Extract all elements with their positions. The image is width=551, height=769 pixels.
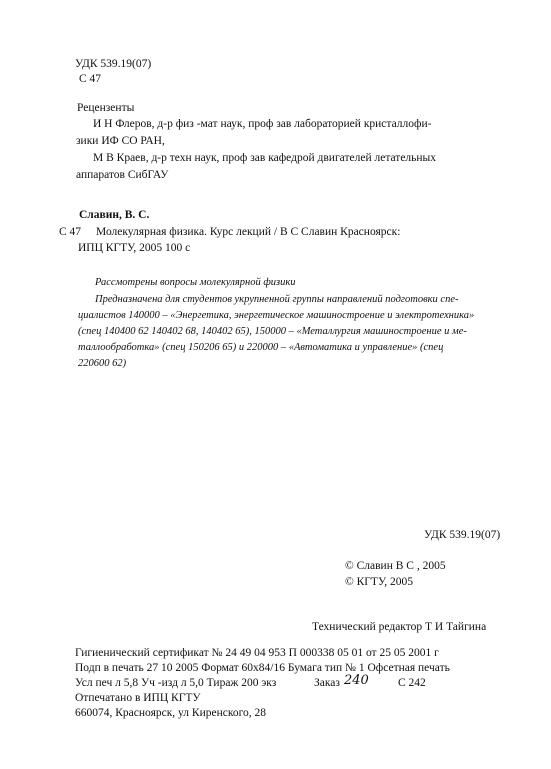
reviewer-line: И Н Флеров, д-р физ -мат наук, проф зав лабораторией кристаллофи- [93, 118, 432, 130]
reviewers-list [76, 117, 536, 182]
technical-editor: Технический редактор Т И Тайгина [312, 621, 487, 633]
bibliographic-line: Молекулярная физика. Курс лекций / В С Славин Красноярск: [96, 226, 401, 238]
udk-code-top: УДК 539.19(07) [75, 58, 152, 70]
udk-code-bottom: УДК 539.19(07) [424, 529, 501, 541]
reviewers-heading: Рецензенты [77, 102, 135, 114]
print-volume: Усл печ л 5,8 Уч -изд л 5,0 Тираж 200 экз [75, 677, 277, 689]
reviewer-line: М В Краев, д-р техн наук, проф зав кафедрой двигателей летательных [93, 152, 437, 164]
author-mark-top: С 47 [79, 73, 102, 85]
printer-address: 660074, Красноярск, ул Киренского, 28 [75, 707, 267, 719]
order-code: С 242 [398, 677, 426, 689]
printed-at: Отпечатано в ИПЦ КГТУ [75, 692, 201, 704]
order-number-handwritten: 240 [344, 673, 369, 688]
abstract-line: 220600 62) [78, 358, 127, 369]
abstract-line: Рассмотрены вопросы молекулярной физики [95, 277, 296, 288]
reviewer-line: аппаратов СибГАУ [76, 169, 169, 181]
abstract-line: (спец 140400 62 140402 68, 140402 65), 150000 – «Металлургия машиностроение и ме- [78, 326, 467, 337]
copyright-publisher: © КГТУ, 2005 [345, 576, 413, 588]
order-label: Заказ [314, 677, 340, 689]
print-details: Подп в печать 27 10 2005 Формат 60х84/16 Бумага тип № 1 Офсетная печать [75, 662, 450, 674]
abstract [78, 276, 538, 370]
abstract-line: таллообработка» (спец 150206 65) и 220000 – «Автоматика и управление» (спец [78, 342, 444, 353]
abstract-line: Предназначена для студентов укрупненной группы направлений подготовки спе- [95, 294, 459, 305]
abstract-line: циалистов 140000 – «Энергетика, энергетическое машиностроение и электротехника» [78, 310, 475, 321]
reviewer-line: зики ИФ СО РАН, [76, 135, 165, 147]
hygiene-certificate: Гигиенический сертификат № 24 49 04 953 П 000338 05 01 от 25 05 2001 г [75, 647, 439, 659]
copyright-author: © Славин В С , 2005 [345, 560, 446, 572]
author-mark: С 47 [59, 226, 82, 238]
bibliographic-line: ИПЦ КГТУ, 2005 100 с [78, 242, 191, 254]
author-heading: Славин, В. С. [79, 209, 150, 221]
